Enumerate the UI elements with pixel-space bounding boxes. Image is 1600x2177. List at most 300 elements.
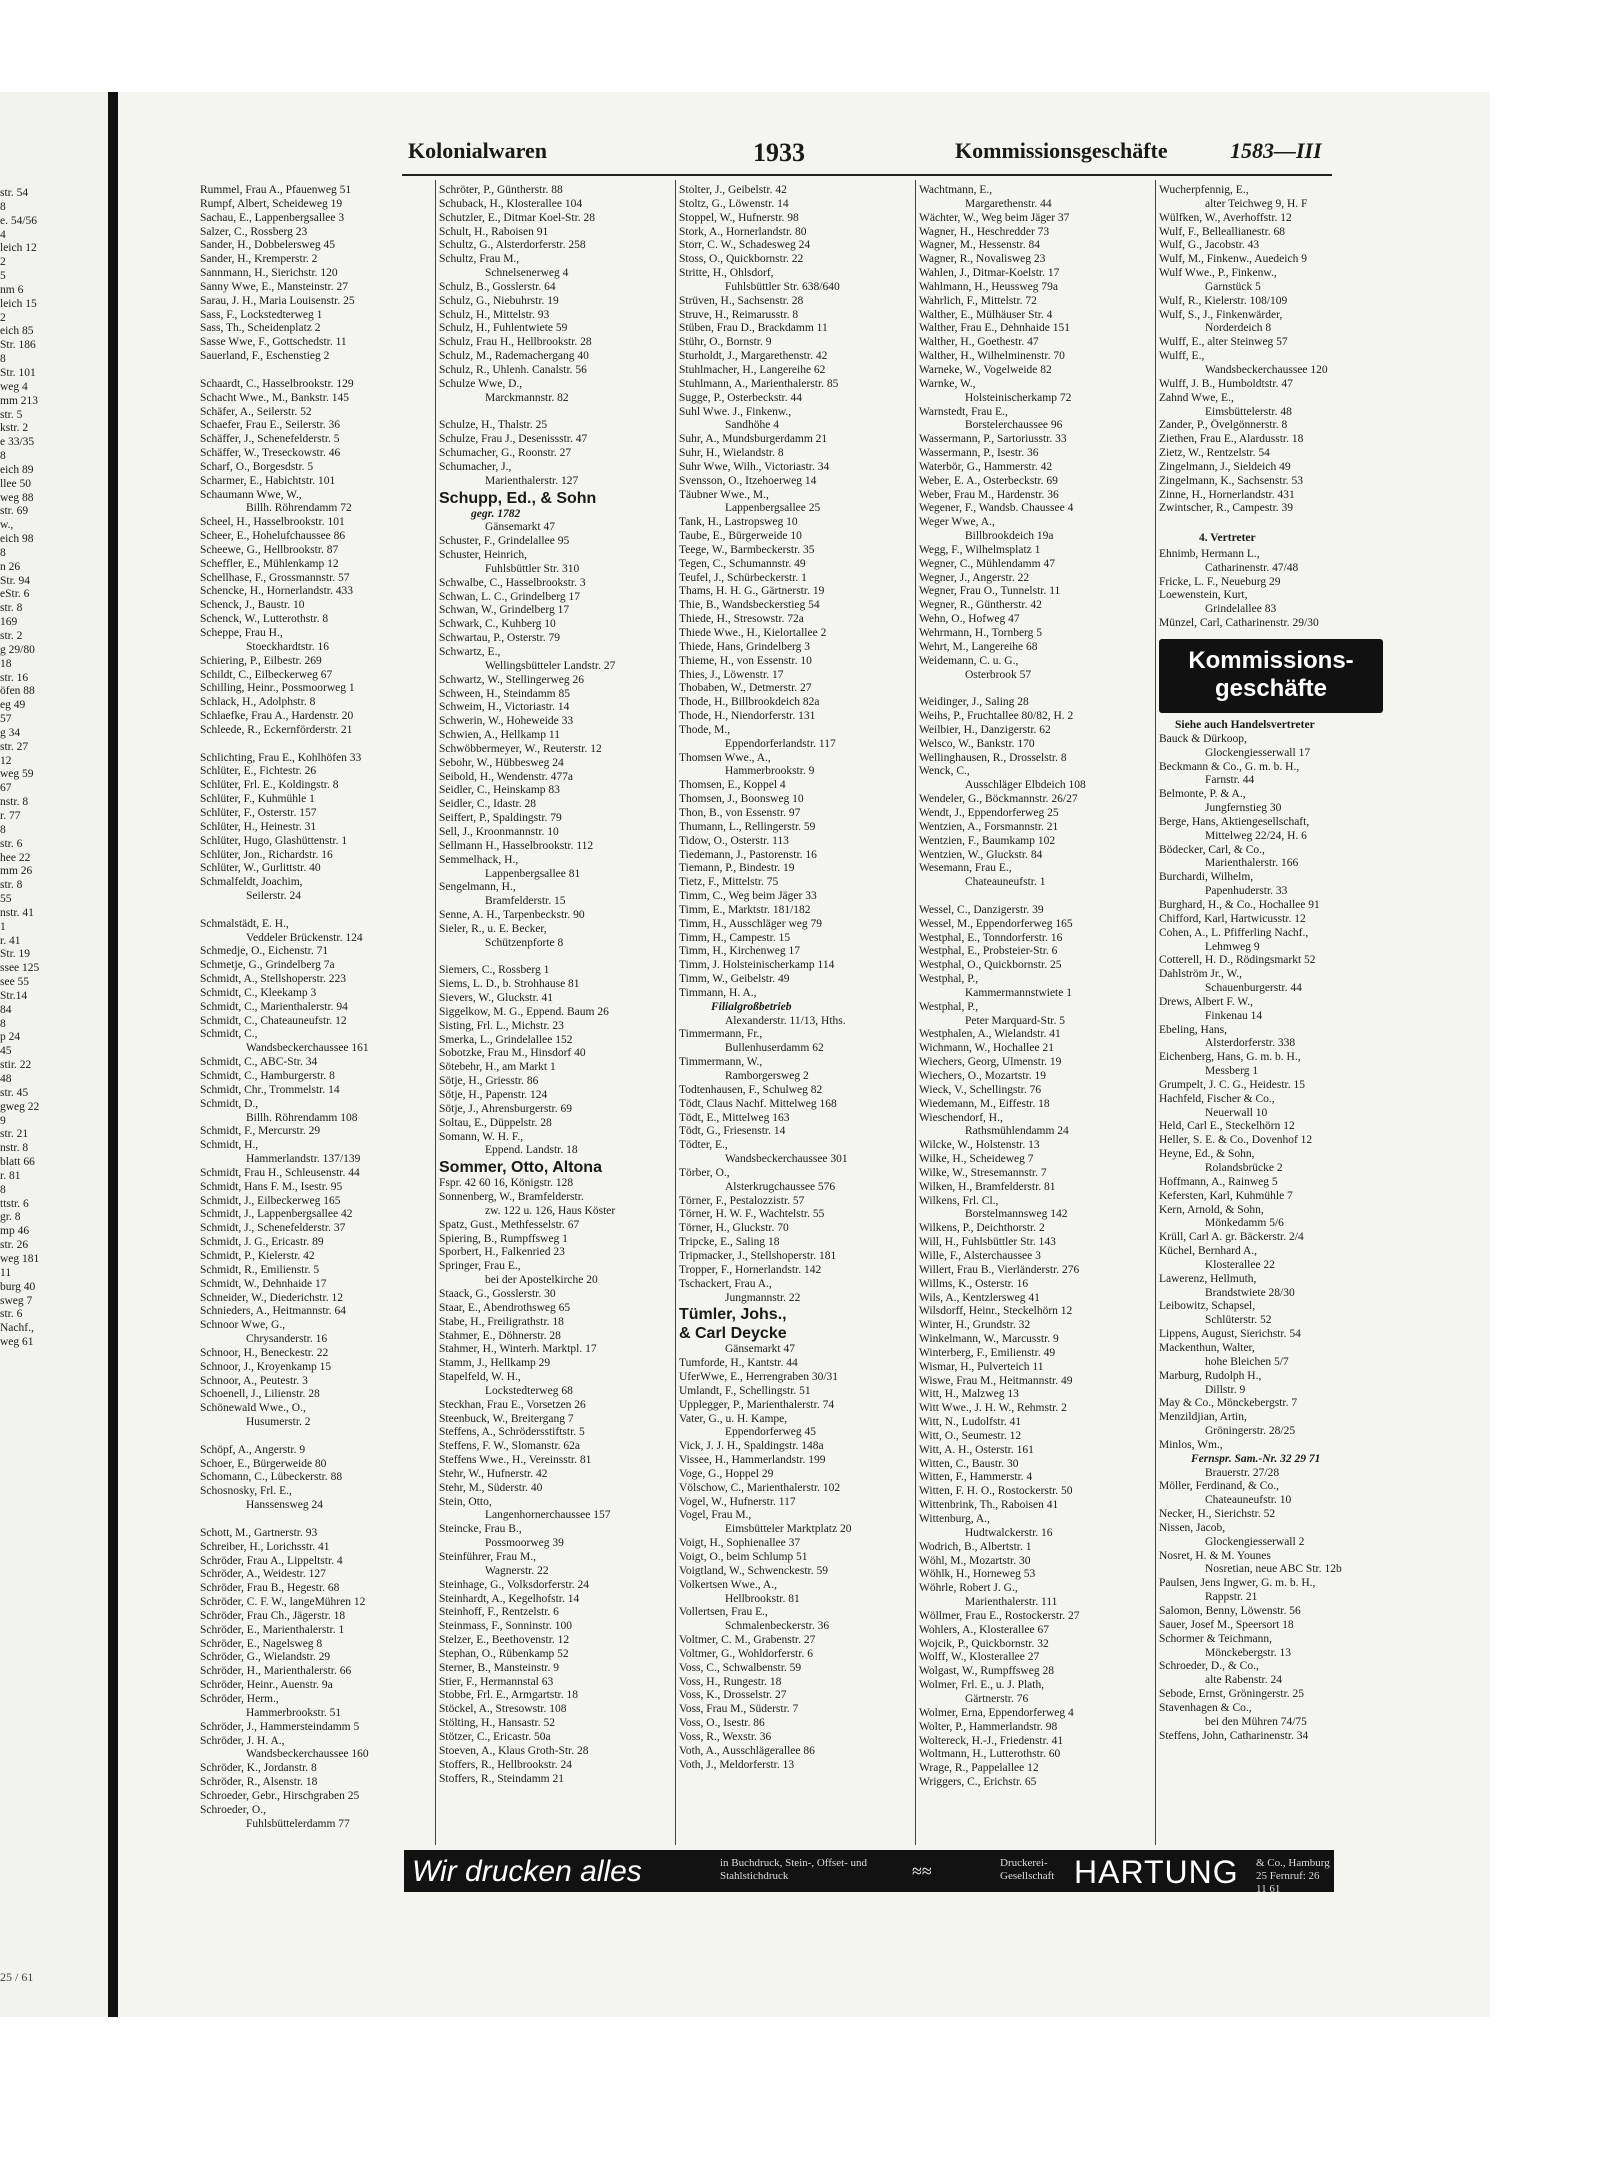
left-fragment: Str. 19 [0, 948, 31, 961]
directory-entry: Wentzien, F., Baumkamp 102 [919, 834, 1056, 847]
book-gutter [108, 92, 118, 2017]
directory-entry: Witt, H., Malzweg 13 [919, 1388, 1019, 1401]
directory-entry: Vollertsen, Frau E., [679, 1606, 768, 1619]
directory-entry: Vick, J. J. H., Spaldingstr. 148a [679, 1440, 824, 1453]
left-fragment: str. 16 [0, 671, 29, 684]
directory-entry: Burghard, H., & Co., Hochallee 91 [1159, 898, 1320, 911]
directory-entry: Beckmann & Co., G. m. b. H., [1159, 760, 1300, 773]
left-fragment: Str. 94 [0, 574, 31, 587]
directory-entry: Törner, H. W. F., Wachtelstr. 55 [679, 1208, 825, 1221]
entry-continuation: Glockengiesserwall 2 [1205, 1535, 1305, 1548]
directory-entry: Thiede, H., Stresowstr. 72a [679, 613, 804, 626]
directory-entry: Dahlström Jr., W., [1159, 968, 1243, 981]
entry-continuation: Papenhuderstr. 33 [1205, 885, 1288, 898]
column-rule [435, 180, 436, 1845]
directory-entry: Stritte, H., Ohlsdorf, [679, 267, 774, 280]
directory-entry: Schult, H., Raboisen 91 [439, 225, 549, 238]
directory-entry: Sebohr, W., Hübbesweg 24 [439, 756, 564, 769]
entry-continuation: Billh. Röhrendamm 72 [246, 502, 352, 515]
directory-entry: Belmonte, P. & A., [1159, 788, 1246, 801]
directory-entry: Wulff, E., alter Steinweg 57 [1159, 336, 1288, 349]
left-fragment: llee 50 [0, 477, 31, 490]
directory-entry: Paulsen, Jens Ingwer, G. m. b. H., [1159, 1577, 1316, 1590]
left-fragment: Str. 186 [0, 339, 36, 352]
left-fragment: ssee 125 [0, 962, 40, 975]
directory-entry: Steinmass, F., Sonninstr. 100 [439, 1620, 572, 1633]
directory-entry: Tegen, C., Schumannstr. 49 [679, 557, 806, 570]
directory-entry: Schuback, H., Klosterallee 104 [439, 197, 583, 210]
entry-continuation: Veddeler Brückenstr. 124 [246, 931, 363, 944]
directory-entry: Schröder, A., Weidestr. 127 [200, 1568, 326, 1581]
directory-entry: Timmermann, W., [679, 1056, 763, 1069]
directory-entry: Voltmer, C. M., Grabenstr. 27 [679, 1634, 816, 1647]
directory-entry: Warnke, W., [919, 377, 976, 390]
directory-entry: Schröder, E., Nagelsweg 8 [200, 1637, 323, 1650]
directory-entry: Ziethen, Frau E., Alardusstr. 18 [1159, 433, 1304, 446]
directory-entry: Wegner, R., Güntherstr. 42 [919, 599, 1042, 612]
directory-entry: Voltmer, G., Wohldorferstr. 6 [679, 1647, 813, 1660]
directory-entry: Schildt, C., Eilbeckerweg 67 [200, 668, 333, 681]
entry-continuation: Peter Marquard-Str. 5 [965, 1014, 1065, 1027]
directory-entry: Timm, W., Geibelstr. 49 [679, 973, 790, 986]
directory-entry: Sisting, Frl. L., Michstr. 23 [439, 1019, 564, 1032]
directory-entry: Zander, P., Övelgönnerstr. 8 [1159, 419, 1288, 432]
directory-entry: Tripmacker, J., Stellshoperstr. 181 [679, 1249, 837, 1262]
directory-entry: Thode, M., [679, 723, 731, 736]
column-rule [675, 180, 676, 1845]
entry-continuation: Bullenhuserdamm 62 [725, 1042, 824, 1055]
left-fragment: 45 [0, 1045, 12, 1058]
left-fragment: 169 [0, 616, 18, 629]
entry-continuation: bei der Apostelkirche 20 [485, 1274, 598, 1287]
left-fragment: Str. 101 [0, 366, 36, 379]
directory-entry: Witt, N., Ludolfstr. 41 [919, 1416, 1022, 1429]
entry-continuation: Neuerwall 10 [1205, 1106, 1268, 1119]
left-fragment: 8 [0, 200, 6, 213]
directory-entry: Upplegger, P., Marienthalerstr. 74 [679, 1398, 835, 1411]
directory-entry: Wegner, C., Mühlendamm 47 [919, 557, 1055, 570]
directory-entry: Voigt, H., Sophienallee 37 [679, 1537, 801, 1550]
directory-entry: Timm, H., Ausschläger weg 79 [679, 917, 823, 930]
directory-entry: Schulze, Frau J., Desenissstr. 47 [439, 433, 588, 446]
directory-entry: Volkertsen Wwe., A., [679, 1578, 777, 1591]
directory-entry: Sebode, Ernst, Gröningerstr. 25 [1159, 1688, 1305, 1701]
directory-entry: Küchel, Bernhard A., [1159, 1245, 1258, 1258]
directory-entry: Stötzer, C., Ericastr. 50a [439, 1730, 551, 1743]
directory-entry: Warneke, W., Vogelweide 82 [919, 363, 1052, 376]
directory-entry: Wiswe, Frau M., Heitmannstr. 49 [919, 1374, 1073, 1387]
left-fragment: öfen 88 [0, 685, 35, 698]
directory-entry: Winterberg, F., Emilienstr. 49 [919, 1346, 1056, 1359]
directory-entry: Weihs, P., Fruchtallee 80/82, H. 2 [919, 710, 1074, 723]
directory-entry: Voth, J., Meldorferstr. 13 [679, 1758, 795, 1771]
entry-continuation: Hellbrookstr. 81 [725, 1592, 800, 1605]
directory-entry: Siems, L. D., b. Strohhause 81 [439, 978, 580, 991]
directory-entry: Schmidt, A., Stellshoperstr. 223 [200, 973, 346, 986]
directory-entry: Schencke, H., Hornerlandstr. 433 [200, 585, 353, 598]
spacer [439, 951, 671, 965]
directory-entry: Scheewe, G., Hellbrookstr. 87 [200, 543, 339, 556]
directory-entry: Scharmer, E., Habichtstr. 101 [200, 474, 336, 487]
directory-entry: Schmalstädt, E. H., [200, 917, 289, 930]
directory-entry: Wolmer, Frl. E., u. J. Plath, [919, 1679, 1045, 1692]
left-fragment: 4 [0, 228, 6, 241]
directory-entry: Lippens, August, Sierichstr. 54 [1159, 1328, 1301, 1341]
directory-entry: Schmidt, J., Schenefelderstr. 37 [200, 1222, 346, 1235]
directory-entry: Stahmer, H., Winterh. Marktpl. 17 [439, 1343, 597, 1356]
directory-entry: Stoss, O., Quickbornstr. 22 [679, 253, 804, 266]
directory-entry: Schwartau, P., Osterstr. 79 [439, 632, 561, 645]
directory-entry: Schmidt, C., Chateauneufstr. 12 [200, 1014, 347, 1027]
directory-entry: Stapelfeld, W. H., [439, 1371, 521, 1384]
directory-entry: Voss, Frau M., Süderstr. 7 [679, 1703, 799, 1716]
entry-note: gegr. 1782 [471, 507, 521, 520]
directory-entry: Bödecker, Carl, & Co., [1159, 843, 1265, 856]
left-fragment: blatt 66 [0, 1156, 35, 1169]
directory-entry: Wolgast, W., Rumpffsweg 28 [919, 1665, 1054, 1678]
directory-entry: May & Co., Mönckebergstr. 7 [1159, 1397, 1298, 1410]
directory-entry: Wulf, F., Belleallianestr. 68 [1159, 225, 1286, 238]
directory-entry: Schaardt, C., Hasselbrookstr. 129 [200, 377, 354, 390]
spacer [1159, 516, 1383, 530]
directory-entry: Thode, H., Niendorferstr. 131 [679, 710, 816, 723]
entry-continuation: Hammerbrookstr. 51 [246, 1706, 342, 1719]
entry-continuation: Stoeckhardtstr. 16 [246, 640, 330, 653]
directory-entry: Schmidt, C., Kleekamp 3 [200, 986, 317, 999]
entry-continuation: Fuhlsbüttler Str. 310 [485, 562, 580, 575]
directory-entry: Schenck, W., Lutterothstr. 8 [200, 613, 329, 626]
directory-entry: Sachau, E., Lappenbergsallee 3 [200, 211, 345, 224]
left-fragment: 12 [0, 754, 12, 767]
left-fragment: str. 8 [0, 602, 23, 615]
directory-entry: Salzer, C., Rossberg 23 [200, 225, 308, 238]
directory-entry: Teege, W., Barmbeckerstr. 35 [679, 543, 815, 556]
directory-entry: Schulz, G., Niebuhrstr. 19 [439, 294, 559, 307]
directory-entry: Kern, Arnold, & Sohn, [1159, 1203, 1264, 1216]
directory-entry: Schmidt, J., Eilbeckerweg 165 [200, 1194, 341, 1207]
entry-continuation: zw. 122 u. 126, Haus Köster [485, 1204, 616, 1217]
directory-entry: Vater, G., u. H. Kampe, [679, 1412, 788, 1425]
directory-entry: Sellmann H., Hasselbrookstr. 112 [439, 839, 594, 852]
left-fragment: gweg 22 [0, 1100, 40, 1113]
directory-entry: Witten, C., Baustr. 30 [919, 1457, 1019, 1470]
directory-entry: Timm, E., Marktstr. 181/182 [679, 903, 811, 916]
directory-entry: Thieme, H., von Essenstr. 10 [679, 654, 812, 667]
directory-entry: Weilbier, H., Danzigerstr. 62 [919, 723, 1051, 736]
directory-entry: Schreiber, H., Lorichsstr. 41 [200, 1540, 330, 1553]
directory-entry: Stüben, Frau D., Brackdamm 11 [679, 322, 828, 335]
directory-entry: Rumpf, Albert, Scheideweg 19 [200, 197, 343, 210]
directory-entry: Tiemann, P., Bindestr. 19 [679, 862, 795, 875]
directory-entry: Chifford, Karl, Hartwicusstr. 12 [1159, 912, 1306, 925]
left-page-bottom: 25 / 61 [0, 1970, 34, 1984]
directory-entry: Todtenhausen, F., Schulweg 82 [679, 1083, 823, 1096]
entry-continuation: Lehmweg 9 [1205, 940, 1260, 953]
directory-entry: Vogel, W., Hufnerstr. 117 [679, 1495, 796, 1508]
directory-entry: Wrage, R., Pappelallee 12 [919, 1762, 1039, 1775]
directory-entry: Suhr Wwe, Wilh., Victoriastr. 34 [679, 460, 830, 473]
directory-entry: Schmidt, D., [200, 1097, 259, 1110]
directory-entry: Seibold, H., Wendenstr. 477a [439, 770, 573, 783]
directory-entry: Schröder, Frau Ch., Jägerstr. 18 [200, 1609, 346, 1622]
left-fragment: leich 15 [0, 297, 37, 310]
directory-column-4 [919, 184, 1151, 1790]
left-fragment: str. 2 [0, 630, 23, 642]
directory-entry: Schweim, H., Victoriastr. 14 [439, 701, 570, 714]
left-fragment: p 24 [0, 1031, 21, 1044]
left-fragment: 8 [0, 1017, 6, 1030]
directory-entry: Schlack, H., Adolphstr. 8 [200, 696, 316, 709]
directory-entry: Schmetje, G., Grindelberg 7a [200, 959, 335, 972]
directory-entry: Schlüter, W., Gurlittstr. 40 [200, 862, 321, 875]
left-fragment: weg 4 [0, 380, 28, 393]
left-fragment: stir. 22 [0, 1059, 32, 1072]
left-fragment: 55 [0, 893, 12, 906]
directory-entry: Stelzer, E., Beethovenstr. 12 [439, 1634, 570, 1647]
entry-continuation: Billbrookdeich 19a [965, 530, 1054, 543]
directory-entry: Tödt, Claus Nachf. Mittelweg 168 [679, 1097, 837, 1110]
left-page-fragment [0, 92, 108, 2017]
left-fragment: gr. 8 [0, 1211, 21, 1224]
directory-entry: Wagner, H., Heschredder 73 [919, 225, 1050, 238]
left-fragment: r. 41 [0, 934, 21, 947]
directory-entry: UferWwe, E., Herrengraben 30/31 [679, 1371, 839, 1384]
directory-entry: Tropper, F., Hornerlandstr. 142 [679, 1263, 822, 1276]
directory-entry: Törner, H., Gluckstr. 70 [679, 1222, 789, 1235]
directory-entry: Umlandt, F., Schellingstr. 51 [679, 1384, 811, 1397]
entry-continuation: Gänsemarkt 47 [485, 521, 555, 534]
directory-entry: Wolter, P., Hammerlandstr. 98 [919, 1720, 1058, 1733]
directory-entry: Schmidt, W., Dehnhaide 17 [200, 1277, 327, 1290]
entry-continuation: Mönckebergstr. 13 [1205, 1646, 1292, 1659]
left-fragment: eg 49 [0, 699, 26, 712]
directory-entry: Winkelmann, W., Marcusstr. 9 [919, 1333, 1059, 1346]
directory-entry: Rummel, Frau A., Pfauenweg 51 [200, 184, 352, 196]
directory-entry: Schutzler, E., Ditmar Koel-Str. 28 [439, 211, 596, 224]
directory-entry: Schenck, J., Baustr. 10 [200, 599, 305, 612]
directory-entry: Witt Wwe., J. H. W., Rehmstr. 2 [919, 1402, 1067, 1415]
directory-entry: Steffens, John, Catharinenstr. 34 [1159, 1729, 1309, 1742]
directory-column-5 [1159, 184, 1383, 1743]
left-fragment: weg 61 [0, 1336, 34, 1349]
directory-entry: Schneider, W., Diederichstr. 12 [200, 1291, 343, 1304]
directory-entry: Stahmer, E., Döhnerstr. 28 [439, 1329, 561, 1342]
directory-entry: Wilke, W., Stresemannstr. 7 [919, 1166, 1047, 1179]
left-fragment: g 34 [0, 726, 21, 739]
directory-entry: Schlüter, Jon., Richardstr. 16 [200, 848, 333, 861]
entry-continuation: Chateauneufstr. 1 [965, 876, 1046, 889]
directory-entry: Sötje, J., Ahrensburgerstr. 69 [439, 1102, 572, 1115]
directory-entry: Sugge, P., Osterbeckstr. 44 [679, 391, 802, 404]
left-fragment: 48 [0, 1073, 12, 1085]
directory-entry: Schröder, C. F. W., langeMühren 12 [200, 1596, 366, 1609]
entry-continuation: Hammerlandstr. 137/139 [246, 1153, 361, 1166]
cross-reference: Siehe auch Handelsvertreter [1175, 719, 1315, 731]
left-fragment: str. 26 [0, 1239, 29, 1252]
left-fragment: kstr. 2 [0, 422, 29, 435]
directory-entry: Wohlers, A., Klosterallee 67 [919, 1623, 1050, 1636]
directory-entry: Warnstedt, Frau E., [919, 405, 1008, 418]
directory-entry: Sass, Th., Scheidenplatz 2 [200, 322, 321, 335]
directory-entry: Springer, Frau E., [439, 1260, 521, 1273]
entry-continuation: Jungfernstieg 30 [1205, 802, 1282, 815]
entry-continuation: Marienthalerstr. 111 [965, 1596, 1058, 1609]
directory-entry: Held, Carl E., Steckelhörn 12 [1159, 1120, 1295, 1133]
header-year: 1933 [753, 138, 805, 167]
directory-entry: Schomann, C., Lübeckerstr. 88 [200, 1471, 343, 1484]
directory-entry: Wegg, F., Wilhelmsplatz 1 [919, 543, 1041, 556]
entry-continuation: Jungmannstr. 22 [725, 1291, 801, 1304]
directory-entry: Schoer, E., Bürgerweide 80 [200, 1457, 327, 1470]
entry-continuation: Seilerstr. 24 [246, 890, 301, 903]
header-page-number: 1583—III [1230, 138, 1322, 163]
entry-continuation: Kammermannstwiete 1 [965, 986, 1072, 999]
directory-entry: Schilling, Heinr., Possmoorweg 1 [200, 682, 355, 695]
left-fragment: str. 6 [0, 1308, 23, 1321]
directory-entry: Witten, F. H. O., Rostockerstr. 50 [919, 1485, 1073, 1498]
entry-continuation: Chateauneufstr. 10 [1205, 1494, 1292, 1507]
left-fragment: mm 213 [0, 394, 39, 407]
directory-entry: Struve, H., Reimarusstr. 8 [679, 308, 799, 321]
directory-entry: Thiede, Hans, Grindelberg 3 [679, 640, 811, 653]
entry-continuation: hohe Bleichen 5/7 [1205, 1355, 1289, 1368]
entry-continuation: Marckmannstr. 82 [485, 391, 569, 404]
directory-entry: Wachtmann, E., [919, 184, 993, 196]
left-fragment: 8 [0, 823, 6, 836]
left-fragment: r. 81 [0, 1169, 21, 1182]
directory-entry: Schmidt, P., Kielerstr. 42 [200, 1249, 315, 1262]
left-fragment: weg 88 [0, 491, 34, 504]
directory-entry: Eichenberg, Hans, G. m. b. H., [1159, 1051, 1301, 1064]
directory-entry: Schmedje, O., Eichenstr. 71 [200, 945, 329, 958]
directory-entry: Wilkens, Frl. Cl., [919, 1194, 999, 1207]
left-fragment: str. 69 [0, 505, 29, 518]
directory-entry: Wodrich, B., Albertstr. 1 [919, 1540, 1032, 1553]
directory-entry: Steinhardt, A., Kegelhofstr. 14 [439, 1592, 580, 1605]
directory-entry: Wagner, M., Hessenstr. 84 [919, 239, 1040, 252]
directory-entry: Steckhan, Frau E., Vorsetzen 26 [439, 1398, 586, 1411]
left-fragment: nm 6 [0, 283, 24, 296]
directory-entry: Sanny Wwe, E., Mansteinstr. 27 [200, 280, 348, 293]
directory-entry: Schulz, R., Uhlenh. Canalstr. 56 [439, 363, 587, 376]
entry-continuation: Wellingsbütteler Landstr. 27 [485, 659, 616, 672]
directory-entry: Heller, S. E. & Co., Dovenhof 12 [1159, 1134, 1313, 1147]
directory-entry: Stephan, O., Rübenkamp 52 [439, 1647, 569, 1660]
left-fragment: 18 [0, 657, 12, 670]
directory-entry: Stier, F., Hermannstal 63 [439, 1675, 554, 1688]
left-fragment: 84 [0, 1003, 12, 1016]
directory-entry: Tripcke, E., Saling 18 [679, 1236, 780, 1249]
entry-continuation: Grindelallee 83 [1205, 603, 1277, 616]
directory-entry: Schmidt, Hans F. M., Isestr. 95 [200, 1180, 343, 1193]
entry-continuation: Marienthalerstr. 166 [1205, 857, 1299, 870]
directory-entry: Schröder, Heinr., Auenstr. 9a [200, 1679, 333, 1692]
entry-continuation: Klosterallee 22 [1205, 1258, 1275, 1271]
spacer [200, 738, 430, 752]
entry-continuation: Gröningerstr. 28/25 [1205, 1425, 1296, 1438]
directory-entry: Schulze, H., Thalstr. 25 [439, 419, 548, 432]
directory-entry: Sötje, H., Griesstr. 86 [439, 1075, 539, 1088]
directory-entry: Schaumann Wwe, W., [200, 488, 302, 501]
left-fragment: burg 40 [0, 1280, 36, 1293]
directory-entry: Schulz, M., Rademachergang 40 [439, 350, 589, 363]
directory-entry: Schosnosky, Frl. E., [200, 1485, 292, 1498]
directory-entry: Menzildjian, Artin, [1159, 1411, 1247, 1424]
directory-entry: Schulz, Frau H., Hellbrookstr. 28 [439, 336, 592, 349]
directory-entry: Wegner, Frau O., Tunnelstr. 11 [919, 585, 1061, 598]
directory-entry: Schween, H., Steindamm 85 [439, 687, 570, 700]
directory-entry: Waterbör, G., Hammerstr. 42 [919, 460, 1053, 473]
directory-entry: Schuster, Heinrich, [439, 549, 528, 562]
directory-entry: Ebeling, Hans, [1159, 1023, 1228, 1036]
left-fragment: weg 181 [0, 1252, 40, 1265]
directory-entry: Burchardi, Wilhelm, [1159, 871, 1254, 884]
running-head [118, 138, 1490, 168]
directory-entry: Krüll, Carl A. gr. Bäckerstr. 2/4 [1159, 1231, 1304, 1244]
directory-entry: Wächter, W., Weg beim Jäger 37 [919, 211, 1070, 224]
entry-continuation: Osterbrook 57 [965, 668, 1032, 681]
directory-entry: Schröder, Herm., [200, 1692, 279, 1705]
entry-continuation: Husumerstr. 2 [246, 1416, 311, 1429]
directory-entry: Voigtland, W., Schwenckestr. 59 [679, 1564, 828, 1577]
directory-entry: Heyne, Ed., & Sohn, [1159, 1148, 1255, 1161]
section-heading: 4. Vertreter [1199, 532, 1256, 545]
directory-entry: Schröder, R., Alsenstr. 18 [200, 1776, 318, 1789]
entry-continuation: Mittelweg 22/24, H. 6 [1205, 829, 1307, 842]
directory-entry: Weber, Frau M., Hardenstr. 36 [919, 488, 1059, 501]
directory-entry: Westphal, P., [919, 973, 979, 986]
directory-entry: Voth, A., Ausschlägerallee 86 [679, 1744, 815, 1757]
directory-entry: Vissee, H., Hammerlandstr. 199 [679, 1454, 826, 1467]
directory-entry: Wellinghausen, R., Drosselstr. 8 [919, 751, 1067, 764]
directory-entry: Schwien, A., Hellkamp 11 [439, 729, 560, 742]
directory-entry: Schwan, W., Grindelberg 17 [439, 604, 570, 617]
directory-entry: Schmidt, C., Marienthalerstr. 94 [200, 1000, 348, 1013]
advertisement-banner [404, 1850, 1334, 1895]
directory-entry: Schlüter, H., Heinestr. 31 [200, 820, 317, 833]
directory-entry: Drews, Albert F. W., [1159, 995, 1253, 1008]
directory-entry: Schultz, Frau M., [439, 253, 520, 266]
directory-entry: Schnoor, A., Peutestr. 3 [200, 1374, 308, 1387]
entry-continuation: Margarethenstr. 44 [965, 197, 1052, 210]
directory-entry: Tidow, O., Osterstr. 113 [679, 834, 789, 847]
directory-entry: Sass, F., Lockstedterweg 1 [200, 308, 323, 321]
left-fragment: ttstr. 6 [0, 1197, 29, 1210]
directory-entry: Tödter, E., [679, 1139, 728, 1152]
entry-continuation: Messberg 1 [1205, 1065, 1259, 1078]
entry-continuation: Schauenburgerstr. 44 [1205, 982, 1302, 995]
directory-entry: Wiechers, O., Mozartstr. 19 [919, 1070, 1046, 1082]
directory-entry: Wiedemann, M., Eiffestr. 18 [919, 1097, 1050, 1110]
entry-continuation: Fuhlsbüttler Str. 638/640 [725, 280, 840, 293]
directory-entry: Schulze Wwe, D., [439, 377, 523, 390]
directory-entry: Voss, R., Wexstr. 36 [679, 1730, 772, 1743]
directory-entry: Wulff, J. B., Humboldtstr. 47 [1159, 377, 1293, 390]
left-fragment: nstr. 8 [0, 1142, 29, 1155]
directory-entry: Westphal, P., [919, 1000, 979, 1013]
directory-entry: Minlos, Wm., [1159, 1438, 1223, 1451]
directory-entry: Voss, H., Rungestr. 18 [679, 1675, 782, 1688]
left-fragment: 2 [0, 311, 6, 324]
directory-page [118, 92, 1490, 2017]
left-fragment: str. 8 [0, 879, 23, 892]
directory-column-3 [679, 184, 911, 1773]
directory-entry: Sobotzke, Frau M., Hinsdorf 40 [439, 1047, 586, 1060]
directory-entry: Walther, H., Wilhelminenstr. 70 [919, 350, 1065, 363]
directory-entry: Zingelmann, K., Sachsenstr. 53 [1159, 474, 1304, 487]
entry-continuation: Alsterkrugchaussee 576 [725, 1180, 836, 1193]
directory-entry: Schroeder, D., & Co., [1159, 1660, 1259, 1673]
